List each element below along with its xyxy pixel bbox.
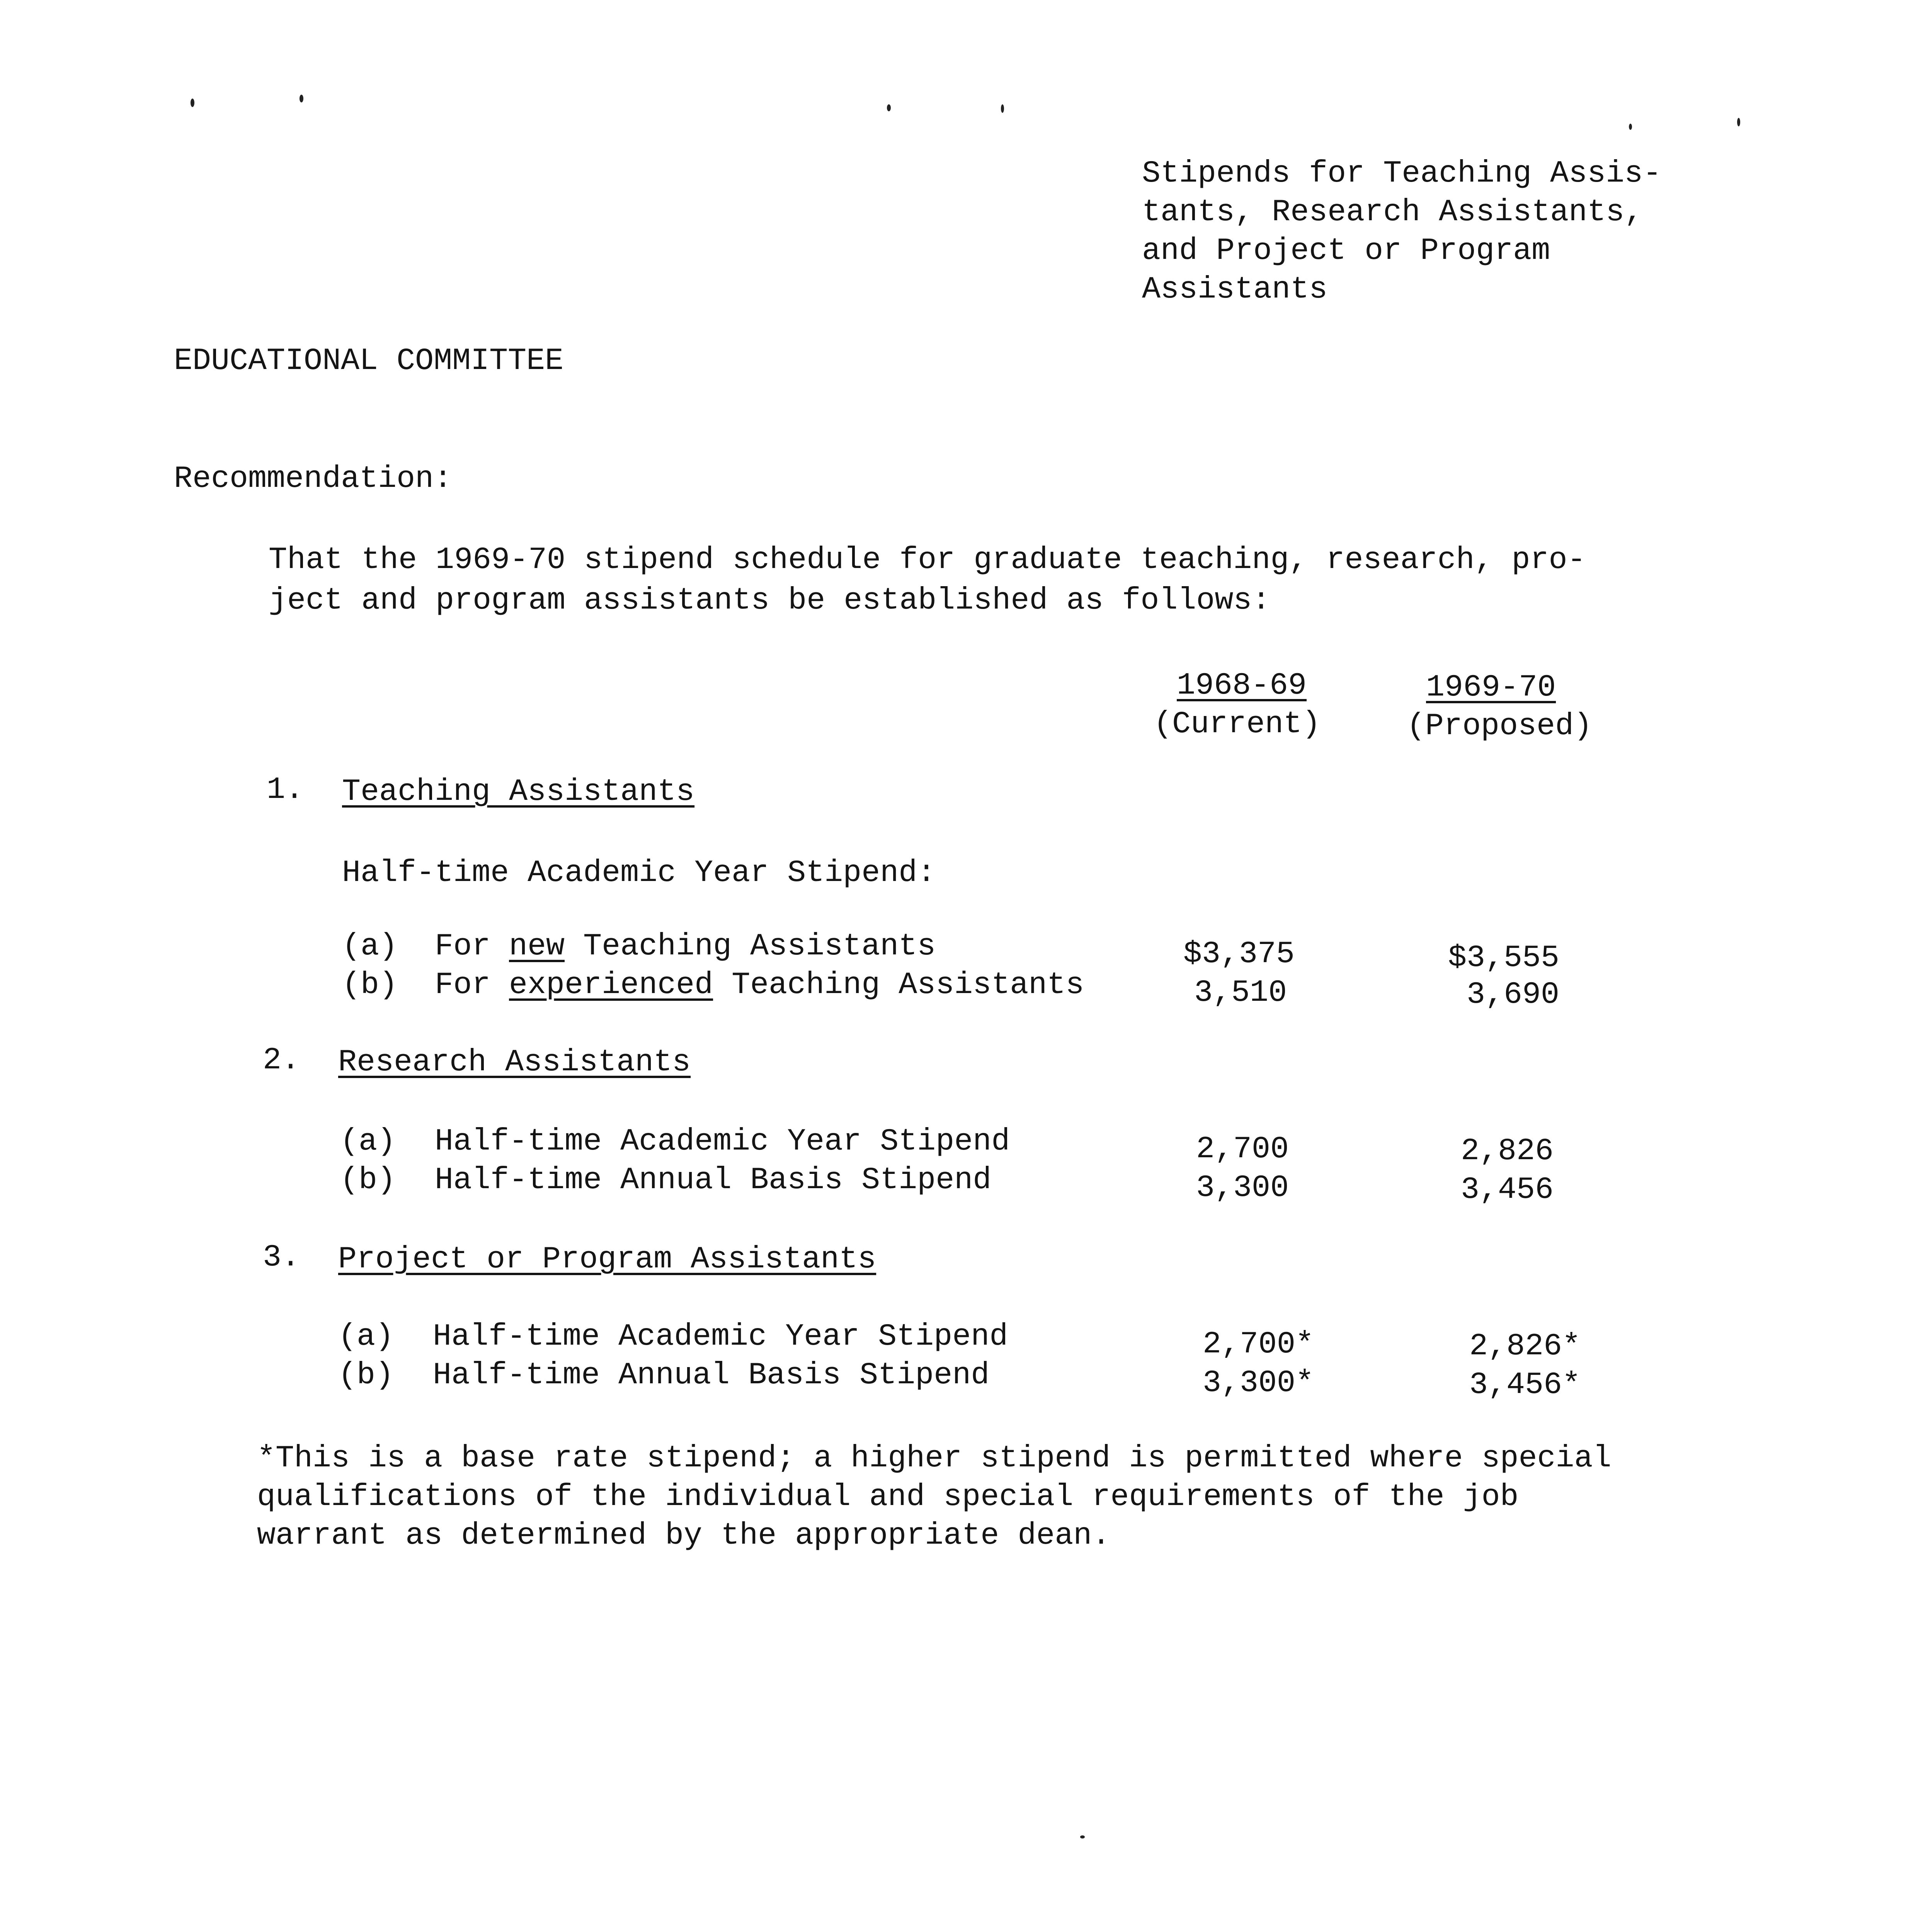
proposed-value: 3,456	[1460, 1172, 1554, 1208]
current-value: 3,300*	[1202, 1366, 1314, 1401]
current-label: (Current)	[1154, 707, 1321, 742]
emphasis-experienced: experienced	[509, 968, 713, 1003]
scan-speck	[1080, 1835, 1085, 1838]
scan-speck	[1629, 124, 1632, 130]
row-label: For experienced Teaching Assistants	[435, 968, 1084, 1003]
row-label: For new Teaching Assistants	[435, 929, 936, 964]
proposed-value: 2,826*	[1469, 1329, 1581, 1364]
section-subheading: Half-time Academic Year Stipend:	[342, 855, 936, 891]
footnote-line-2: qualifications of the individual and special requirements of the job	[257, 1480, 1519, 1515]
intro-line-1: That the 1969-70 stipend schedule for graduate teaching, research, pro-	[269, 543, 1586, 578]
proposed-value: 3,456*	[1469, 1367, 1581, 1403]
section-number: 3.	[263, 1240, 300, 1275]
row-letter: (a)	[342, 929, 398, 964]
row-letter: (b)	[340, 1163, 396, 1198]
scan-speck	[887, 104, 891, 111]
proposed-value: $3,555	[1448, 940, 1559, 976]
current-value: 3,300	[1196, 1170, 1289, 1206]
proposed-label: (Proposed)	[1407, 709, 1593, 744]
row-label: Half-time Annual Basis Stipend	[433, 1358, 990, 1393]
subject-line-2: tants, Research Assistants,	[1142, 195, 1643, 230]
subject-line-3: and Project or Program	[1142, 233, 1550, 269]
scan-speck	[1001, 104, 1004, 113]
emphasis-new: new	[509, 929, 565, 964]
current-year-header: 1968-69	[1177, 668, 1307, 703]
proposed-value: 2,826	[1460, 1134, 1554, 1169]
row-label: Half-time Academic Year Stipend	[435, 1124, 1010, 1159]
section-title-project: Project or Program Assistants	[338, 1242, 876, 1277]
current-value: 2,700	[1196, 1132, 1289, 1167]
section-title-teaching: Teaching Assistants	[342, 774, 695, 810]
subject-line-4: Assistants	[1142, 272, 1328, 307]
proposed-value: 3,690	[1466, 977, 1559, 1012]
footnote-line-3: warrant as determined by the appropriate dean.	[257, 1518, 1111, 1553]
subject-line-1: Stipends for Teaching Assis-	[1142, 156, 1662, 191]
scan-speck	[1737, 118, 1740, 126]
row-letter: (b)	[338, 1358, 394, 1393]
row-label: Half-time Annual Basis Stipend	[435, 1163, 992, 1198]
current-value: 3,510	[1194, 975, 1287, 1010]
scan-speck	[300, 95, 303, 102]
recommendation-label: Recommendation:	[174, 461, 453, 497]
section-number: 2.	[263, 1043, 300, 1078]
current-value: $3,375	[1183, 937, 1295, 972]
section-title-research: Research Assistants	[338, 1045, 691, 1080]
row-letter: (b)	[342, 968, 398, 1003]
intro-line-2: ject and program assistants be established as follows:	[269, 583, 1271, 618]
row-letter: (a)	[340, 1124, 396, 1159]
section-number: 1.	[267, 772, 304, 808]
scan-speck	[191, 99, 194, 107]
proposed-year-header: 1969-70	[1426, 670, 1556, 705]
footnote-line-1: *This is a base rate stipend; a higher stipend is permitted where special	[257, 1441, 1612, 1476]
row-letter: (a)	[338, 1319, 394, 1354]
current-value: 2,700*	[1202, 1327, 1314, 1362]
row-label: Half-time Academic Year Stipend	[433, 1319, 1008, 1354]
committee-heading: EDUCATIONAL COMMITTEE	[174, 344, 564, 379]
